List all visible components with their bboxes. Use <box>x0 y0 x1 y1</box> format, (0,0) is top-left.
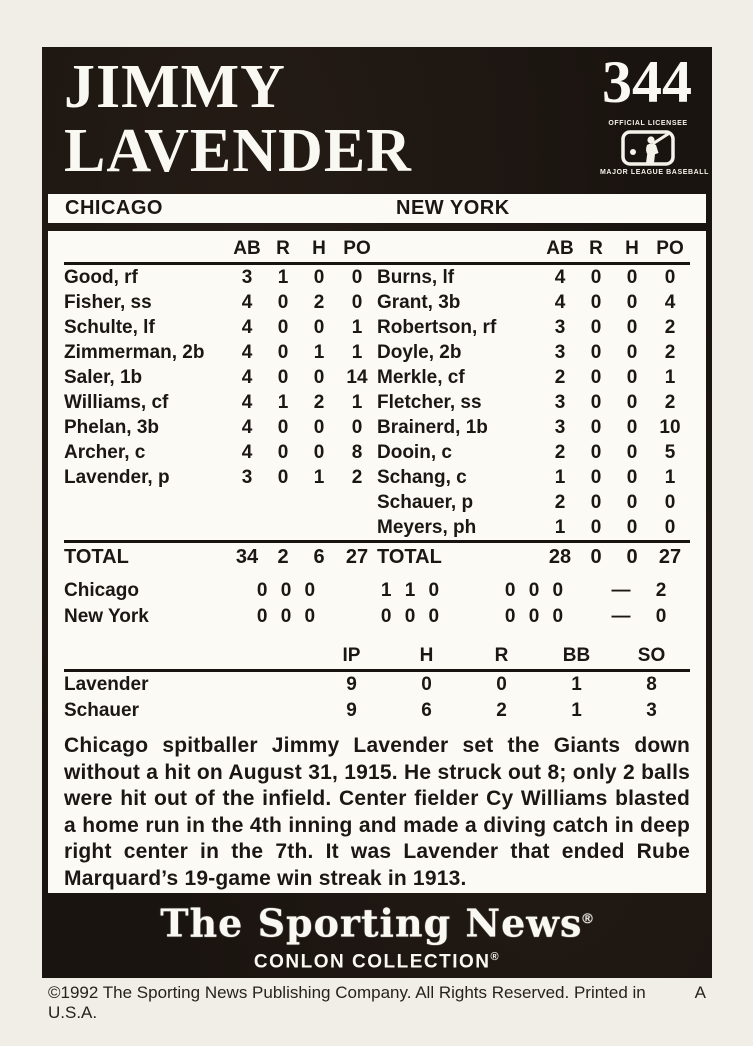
total-po: 27 <box>345 546 369 568</box>
player-name: Saler, 1b <box>64 367 143 388</box>
line-score-row <box>64 604 690 630</box>
stat-po: 1 <box>664 467 676 488</box>
innings-1-3: 0 0 0 <box>256 606 316 627</box>
line-score-row <box>64 578 690 604</box>
column-header-po: PO <box>656 238 684 259</box>
line-score-team: New York <box>64 606 149 627</box>
player-name: Brainerd, 1b <box>377 417 488 438</box>
stat-ab: 1 <box>554 517 566 538</box>
table-row <box>64 315 377 340</box>
player-name: Doyle, 2b <box>377 342 462 363</box>
chicago-batting-table <box>64 265 377 540</box>
stat-po: 0 <box>351 267 363 288</box>
stat-r: 0 <box>277 442 289 463</box>
total-po: 27 <box>658 546 682 568</box>
table-row <box>64 265 377 290</box>
stat-h: 0 <box>626 292 638 313</box>
table-row <box>64 465 377 490</box>
table-row <box>64 440 377 465</box>
stat-h: 0 <box>313 317 325 338</box>
copyright-text: ©1992 The Sporting News Publishing Company. All Rights Reserved. Printed in U.S.A. <box>48 983 646 1022</box>
innings-7-9: 0 0 0 <box>504 580 564 601</box>
stat-ab: 3 <box>554 342 566 363</box>
stat-h: 0 <box>626 392 638 413</box>
table-row <box>377 315 690 340</box>
player-name: Grant, 3b <box>377 292 461 313</box>
stat-h: 0 <box>626 442 638 463</box>
stat-h: 0 <box>313 267 325 288</box>
column-header-bb: BB <box>562 645 591 666</box>
stat-po: 0 <box>351 292 363 313</box>
stat-po: 0 <box>664 492 676 513</box>
stat-ab: 1 <box>554 467 566 488</box>
print-code: A <box>694 983 706 1002</box>
player-name: Phelan, 3b <box>64 417 160 438</box>
stat-po: 10 <box>659 417 681 438</box>
table-row <box>64 365 377 390</box>
table-row <box>64 390 377 415</box>
stat-bb: 1 <box>571 700 582 721</box>
innings-1-3: 0 0 0 <box>256 580 316 601</box>
stat-po: 5 <box>664 442 676 463</box>
pitching-table <box>64 643 690 724</box>
stat-po: 1 <box>664 367 676 388</box>
stat-r: 0 <box>590 442 602 463</box>
pitcher-name: Lavender <box>64 674 149 695</box>
player-name-headline <box>64 55 412 183</box>
player-name: Schulte, lf <box>64 317 155 338</box>
player-name: Merkle, cf <box>377 367 465 388</box>
stat-bb: 1 <box>571 674 582 695</box>
stat-r: 1 <box>277 392 289 413</box>
home-team-name: NEW YORK <box>396 197 510 219</box>
stat-ab: 3 <box>241 467 253 488</box>
total-h: 0 <box>626 546 638 568</box>
stat-h: 0 <box>313 417 325 438</box>
column-header-h: H <box>419 645 434 666</box>
stat-ab: 4 <box>554 292 566 313</box>
mlb-logo-icon <box>621 130 675 166</box>
table-row <box>377 290 690 315</box>
player-name: Dooin, c <box>377 442 452 463</box>
column-header-po: PO <box>343 238 371 259</box>
stat-ab: 4 <box>241 417 253 438</box>
innings-7-9: 0 0 0 <box>504 606 564 627</box>
card-back <box>42 47 712 978</box>
stat-po: 2 <box>351 467 363 488</box>
registered-mark: ® <box>490 950 501 963</box>
player-name: Schauer, p <box>377 492 474 513</box>
stat-r: 2 <box>496 700 507 721</box>
stat-so: 3 <box>646 700 657 721</box>
stat-r: 0 <box>590 292 602 313</box>
column-header-ab: AB <box>546 238 574 259</box>
total-runs: 2 <box>655 580 667 601</box>
innings-4-6: 1 1 0 <box>380 580 440 601</box>
stat-h: 0 <box>313 367 325 388</box>
total-r: 2 <box>277 546 289 568</box>
player-name: Schang, c <box>377 467 467 488</box>
stat-r: 0 <box>590 367 602 388</box>
stat-r: 0 <box>590 417 602 438</box>
stat-r: 0 <box>590 317 602 338</box>
column-header-r: R <box>494 645 509 666</box>
table-row <box>64 290 377 315</box>
mlb-official-licensee-badge <box>600 119 710 177</box>
table-row <box>377 265 690 290</box>
spacer <box>64 490 377 540</box>
stat-ab: 3 <box>554 417 566 438</box>
total-label: TOTAL <box>64 546 129 568</box>
stat-ab: 4 <box>241 442 253 463</box>
stat-h: 0 <box>626 417 638 438</box>
line-score <box>64 578 690 630</box>
table-row <box>377 390 690 415</box>
player-name: Archer, c <box>64 442 146 463</box>
sporting-news-logo <box>160 897 593 945</box>
total-r: 0 <box>590 546 602 568</box>
stat-r: 0 <box>590 492 602 513</box>
total-label: TOTAL <box>377 546 442 568</box>
pitching-column-headers <box>64 643 690 669</box>
stat-ab: 3 <box>554 317 566 338</box>
stat-po: 1 <box>351 392 363 413</box>
player-name: Good, rf <box>64 267 138 288</box>
stat-r: 0 <box>277 342 289 363</box>
stat-po: 0 <box>351 417 363 438</box>
registered-mark: ® <box>582 910 594 926</box>
conlon-collection-label <box>254 945 500 974</box>
stat-h: 0 <box>626 342 638 363</box>
column-header-ab: AB <box>233 238 261 259</box>
card-footer <box>42 893 712 978</box>
table-row <box>377 365 690 390</box>
stat-r: 0 <box>590 392 602 413</box>
stat-h: 1 <box>313 467 325 488</box>
column-header-so: SO <box>637 645 666 666</box>
stat-h: 0 <box>626 492 638 513</box>
newyork-batting-table <box>377 265 690 540</box>
player-first-name: JIMMY <box>64 53 286 121</box>
stat-h: 0 <box>626 367 638 388</box>
stat-ab: 2 <box>554 367 566 388</box>
dash: — <box>611 606 631 627</box>
stat-po: 2 <box>664 342 676 363</box>
stat-h: 0 <box>626 267 638 288</box>
stat-ab: 4 <box>241 292 253 313</box>
away-team-name: CHICAGO <box>65 197 163 219</box>
pitching-row <box>64 672 690 698</box>
pitcher-name: Schauer <box>64 700 139 721</box>
player-name: Burns, lf <box>377 267 455 288</box>
player-name: Robertson, rf <box>377 317 497 338</box>
conlon-collection-text: CONLON COLLECTION <box>253 950 491 972</box>
stat-r: 0 <box>590 517 602 538</box>
player-last-name: LAVENDER <box>64 117 412 185</box>
table-row <box>377 440 690 465</box>
table-row <box>377 465 690 490</box>
column-header-ip: IP <box>342 645 361 666</box>
dash: — <box>611 580 631 601</box>
table-row <box>64 340 377 365</box>
stat-r: 0 <box>277 317 289 338</box>
stat-h: 0 <box>626 467 638 488</box>
player-name: Williams, cf <box>64 392 169 413</box>
column-header-r: R <box>589 238 603 259</box>
stat-r: 0 <box>277 292 289 313</box>
stat-h: 2 <box>313 392 325 413</box>
stat-po: 2 <box>664 317 676 338</box>
column-header-h: H <box>312 238 326 259</box>
card-number: 344 <box>602 49 692 115</box>
stat-ab: 4 <box>241 317 253 338</box>
column-header-h: H <box>625 238 639 259</box>
stat-po: 0 <box>664 517 676 538</box>
stat-r: 0 <box>496 674 507 695</box>
stat-ip: 9 <box>346 700 357 721</box>
total-h: 6 <box>313 546 325 568</box>
column-header-r: R <box>276 238 290 259</box>
stat-h: 1 <box>313 342 325 363</box>
pitching-row <box>64 698 690 724</box>
table-row <box>64 415 377 440</box>
stat-h: 6 <box>421 700 432 721</box>
sporting-news-wordmark: The Sporting News <box>160 900 583 946</box>
boxscore-column-headers <box>64 236 690 262</box>
stat-ab: 4 <box>554 267 566 288</box>
team-header-strip <box>48 194 706 223</box>
stat-po: 4 <box>664 292 676 313</box>
stat-r: 0 <box>590 467 602 488</box>
stat-po: 1 <box>351 342 363 363</box>
stat-po: 1 <box>351 317 363 338</box>
player-name: Zimmerman, 2b <box>64 342 205 363</box>
stat-so: 8 <box>646 674 657 695</box>
table-row <box>377 415 690 440</box>
stat-r: 0 <box>277 367 289 388</box>
stat-po: 14 <box>346 367 368 388</box>
official-licensee-label: OFFICIAL LICENSEE <box>608 120 688 127</box>
player-name: Fletcher, ss <box>377 392 482 413</box>
innings-4-6: 0 0 0 <box>380 606 440 627</box>
player-name: Lavender, p <box>64 467 170 488</box>
stat-r: 1 <box>277 267 289 288</box>
stat-h: 0 <box>421 674 432 695</box>
line-score-team: Chicago <box>64 580 139 601</box>
stat-h: 2 <box>313 292 325 313</box>
total-ab: 28 <box>548 546 572 568</box>
stat-ab: 4 <box>241 392 253 413</box>
stat-po: 8 <box>351 442 363 463</box>
player-name: Meyers, ph <box>377 517 477 538</box>
stat-ab: 2 <box>554 492 566 513</box>
stat-ip: 9 <box>346 674 357 695</box>
totals-row <box>64 543 690 571</box>
stat-h: 0 <box>313 442 325 463</box>
table-row <box>377 340 690 365</box>
total-ab: 34 <box>235 546 259 568</box>
major-league-baseball-label: MAJOR LEAGUE BASEBALL <box>600 169 710 176</box>
stat-r: 0 <box>590 267 602 288</box>
card-narrative-text: Chicago spitballer Jimmy Lavender set the Giants down without a hit on August 31, 1915. He struck out 8; only 2 balls were hit out of the infield. Center fielder Cy Williams blasted a home run in the 4th inning and made a diving catch in deep right center in the 7th. It was Lavender that ended Rube Marquard’s 19-game win streak in 1913. <box>64 734 690 890</box>
stat-ab: 3 <box>241 267 253 288</box>
stat-ab: 4 <box>241 367 253 388</box>
stat-r: 0 <box>590 342 602 363</box>
stat-ab: 4 <box>241 342 253 363</box>
stat-r: 0 <box>277 467 289 488</box>
batting-tables <box>64 265 690 540</box>
stat-po: 2 <box>664 392 676 413</box>
table-row <box>377 515 690 540</box>
table-row <box>377 490 690 515</box>
total-runs: 0 <box>655 606 667 627</box>
stat-ab: 2 <box>554 442 566 463</box>
stat-po: 0 <box>664 267 676 288</box>
player-name: Fisher, ss <box>64 292 152 313</box>
stat-h: 0 <box>626 517 638 538</box>
copyright-line <box>48 983 706 1023</box>
stat-h: 0 <box>626 317 638 338</box>
stat-ab: 3 <box>554 392 566 413</box>
stat-r: 0 <box>277 417 289 438</box>
box-score-panel <box>48 231 706 893</box>
